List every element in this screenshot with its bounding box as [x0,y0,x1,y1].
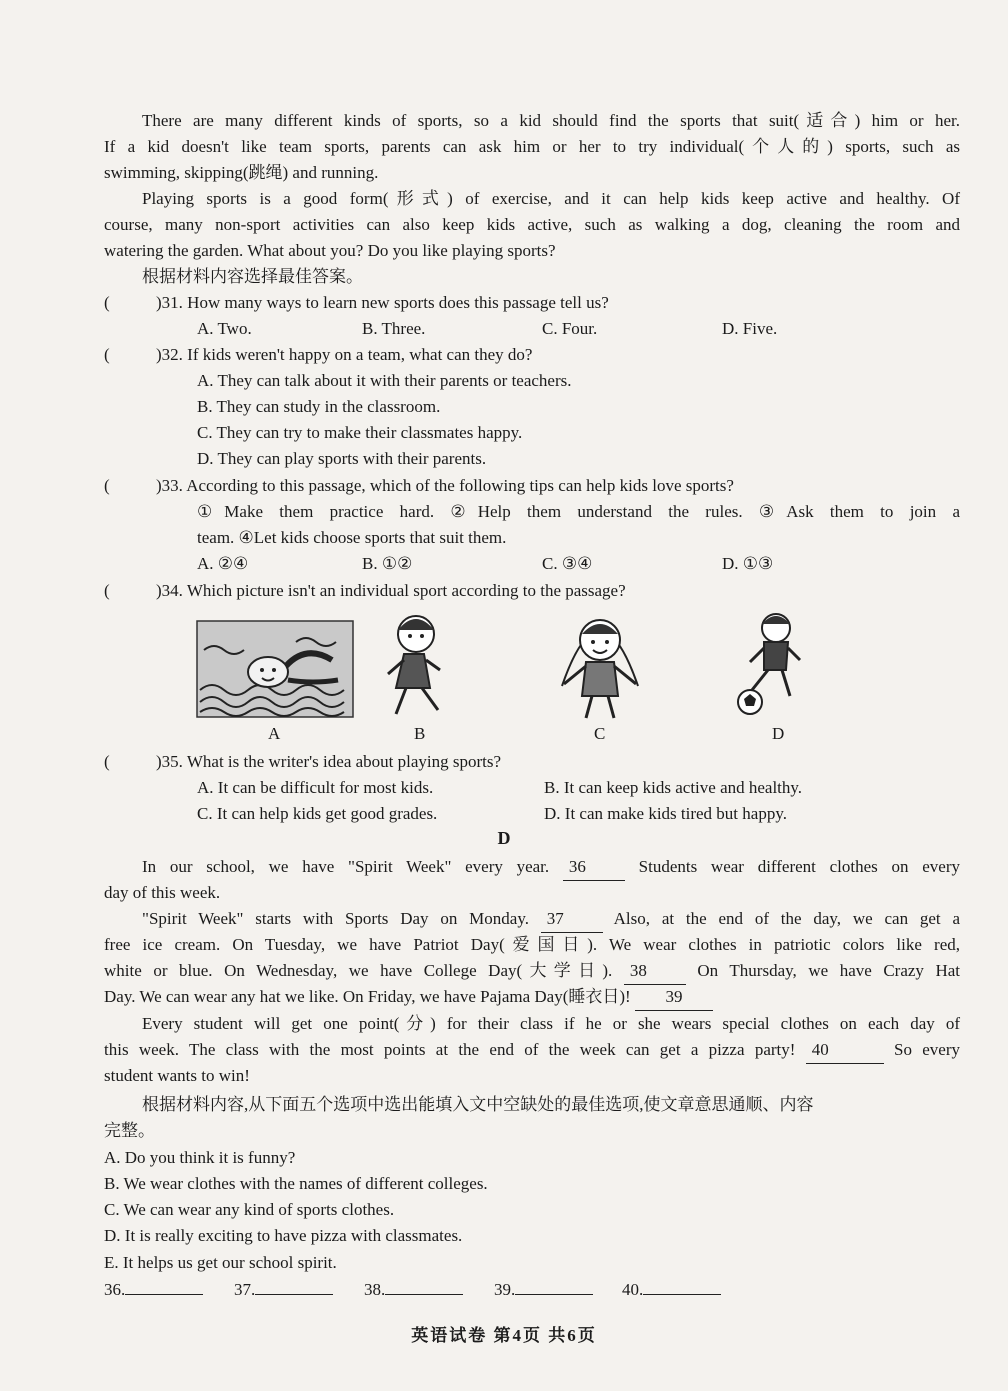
d-choice-a: A. Do you think it is funny? [104,1148,296,1167]
answer-line[interactable] [385,1278,463,1295]
question-33-stem: )33. According to this passage, which of the following tips can help kids love sports? [156,476,734,495]
swimming-picture [196,620,354,718]
blank-39[interactable]: 39 [635,984,713,1011]
answer-paren[interactable]: ( [104,581,110,600]
d-para3-line2 [104,1037,960,1064]
answer-paren[interactable]: ( [104,345,110,364]
question-31 [104,290,609,316]
d-para2-line1 [142,906,960,933]
q35-option-b: B. It can keep kids active and healthy. [544,778,803,797]
q33-option-b: B. ①② [362,554,413,573]
d-text: Day. We can wear any hat we like. On Friday, we have Pajama Day(睡衣日)! [104,987,631,1006]
d-choice-e: E. It helps us get our school spirit. [104,1253,337,1272]
passage-c-para2-line1: Playing sports is a good form(形式) of exercise, and it can help kids keep active and healthy. Of [142,189,960,208]
answer-38[interactable] [364,1277,463,1303]
answer-line[interactable] [515,1278,593,1295]
football-picture [734,610,804,718]
answer-paren[interactable]: ( [104,293,110,312]
answer-line[interactable] [255,1278,333,1295]
question-35-stem: )35. What is the writer's idea about playing sports? [156,752,502,771]
d-text: In our school, we have "Spirit Week" every year. [142,857,550,876]
passage-c-instruction: 根据材料内容选择最佳答案。 [142,267,363,286]
question-31-stem: )31. How many ways to learn new sports does this passage tell us? [156,293,609,312]
q32-option-b: B. They can study in the classroom. [197,397,441,416]
d-text: Also, at the end of the day, we can get a [613,909,961,928]
q33-tips-line2: team. ④Let kids choose sports that suit them. [197,528,507,547]
answer-label: 38. [364,1280,386,1299]
d-text: white or blue. On Wednesday, we have College Day(大学日). [104,961,613,980]
d-para2-line2: free ice cream. On Tuesday, we have Patriot Day(爱国日). We wear clothes in patriotic colors like red, [104,935,960,954]
d-para3-line3: student wants to win! [104,1066,250,1085]
d-instruction-line2: 完整。 [104,1121,155,1140]
blank-37[interactable]: 37 [541,906,603,933]
d-para1-line2: day of this week. [104,883,221,902]
q32-option-c: C. They can try to make their classmates happy. [197,423,523,442]
answer-line[interactable] [125,1278,203,1295]
q31-option-d: D. Five. [722,319,778,338]
answer-37[interactable] [234,1277,333,1303]
question-32 [104,342,532,368]
running-picture [378,610,456,720]
passage-c-para1-line3: swimming, skipping(跳绳) and running. [104,163,379,182]
answer-36[interactable] [104,1277,203,1303]
q32-option-d: D. They can play sports with their parents. [197,449,487,468]
d-para2-line4 [104,984,713,1011]
d-text: this week. The class with the most points at the end of the week can get a pizza party! [104,1040,796,1059]
picture-label-a: A [268,724,281,743]
picture-label-c: C [594,724,606,743]
q33-tips-line1: ①Make them practice hard. ②Help them understand the rules. ③Ask them to join a [197,502,960,521]
d-text: So every [894,1040,961,1059]
passage-c-para2-line3: watering the garden. What about you? Do you like playing sports? [104,241,556,260]
blank-36[interactable]: 36 [563,854,625,881]
passage-c-para2-line2: course, many non-sport activities can also keep kids active, such as walking a dog, cleaning the room and [104,215,960,234]
d-para1-line1 [142,854,960,881]
d-choice-b: B. We wear clothes with the names of different colleges. [104,1174,488,1193]
d-choice-d: D. It is really exciting to have pizza with classmates. [104,1226,463,1245]
d-text: On Thursday, we have Crazy Hat [697,961,961,980]
q35-option-d: D. It can make kids tired but happy. [544,804,787,823]
answer-label: 37. [234,1280,256,1299]
answer-label: 40. [622,1280,644,1299]
skipping-picture [548,606,652,724]
picture-label-d: D [772,724,785,743]
answer-paren[interactable]: ( [104,476,110,495]
page-footer: 英语试卷 第4页 共6页 [411,1326,597,1345]
d-instruction-line1: 根据材料内容,从下面五个选项中选出能填入文中空缺处的最佳选项,使文章意思通顺、内容 [142,1095,814,1114]
q35-option-a: A. It can be difficult for most kids. [197,778,434,797]
section-d-heading: D [497,828,511,848]
answer-40[interactable] [622,1277,721,1303]
question-34-stem: )34. Which picture isn't an individual sport according to the passage? [156,581,626,600]
q33-option-c: C. ③④ [542,554,593,573]
answer-paren[interactable]: ( [104,752,110,771]
answer-label: 39. [494,1280,516,1299]
q35-option-c: C. It can help kids get good grades. [197,804,438,823]
d-para3-line1: Every student will get one point(分) for their class if he or she wears special clothes on each day of [142,1014,960,1033]
d-text: "Spirit Week" starts with Sports Day on Monday. [142,909,529,928]
answer-line[interactable] [643,1278,721,1295]
question-33 [104,473,734,499]
d-para2-line3 [104,958,960,985]
picture-label-b: B [414,724,426,743]
passage-c-para1-line1: There are many different kinds of sports, so a kid should find the sports that suit(适合) him or her. [142,111,960,130]
q33-option-d: D. ①③ [722,554,774,573]
q32-option-a: A. They can talk about it with their parents or teachers. [197,371,572,390]
answer-label: 36. [104,1280,126,1299]
passage-c-para1-line2: If a kid doesn't like team sports, parents can ask him or her to try individual(个人的) sports, such as [104,137,960,156]
q31-option-c: C. Four. [542,319,598,338]
d-text: Students wear different clothes on every [638,857,961,876]
blank-38[interactable]: 38 [624,958,686,985]
blank-40[interactable]: 40 [806,1037,884,1064]
d-choice-c: C. We can wear any kind of sports clothes. [104,1200,395,1219]
q31-option-b: B. Three. [362,319,426,338]
q33-option-a: A. ②④ [197,554,249,573]
question-35 [104,749,501,775]
question-34 [104,578,626,604]
question-32-stem: )32. If kids weren't happy on a team, what can they do? [156,345,533,364]
answer-39[interactable] [494,1277,593,1303]
q31-option-a: A. Two. [197,319,252,338]
